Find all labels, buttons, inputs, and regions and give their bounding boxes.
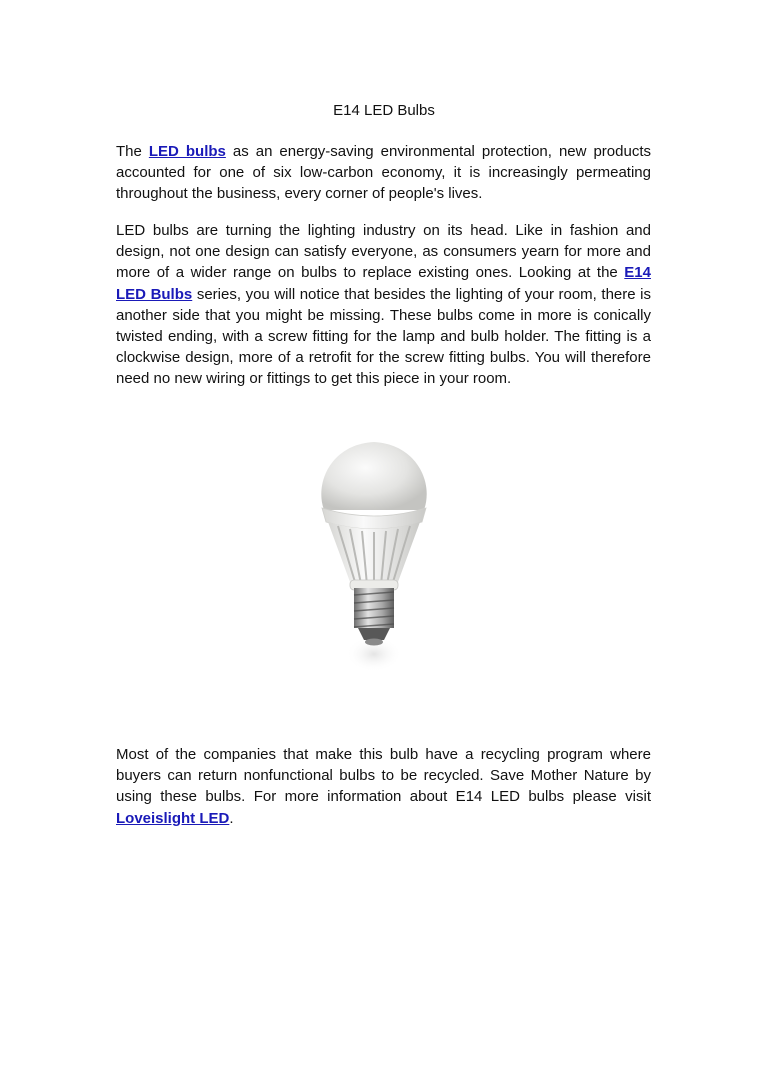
paragraph-description-text-start: LED bulbs are turning the lighting industry on its head. Like in fashion and design, not one design can satisfy everyone, as consumers yearn for more and more of a wider range on bulbs to replace existing ones. Looking at the xyxy=(116,222,651,282)
paragraph-description xyxy=(116,220,651,390)
paragraph-recycling-text-start: Most of the companies that make this bulb have a recycling program where buyers can return nonfunctional bulbs to be recycled. Save Mother Nature by using these bulbs. For more information about E14 LED bulbs please visit xyxy=(116,746,651,806)
document-title: E14 LED Bulbs xyxy=(333,102,435,119)
e14-led-bulbs-link[interactable]: E14 LED Bulbs xyxy=(116,264,651,303)
paragraph-description-text-end: series, you will notice that besides the lighting of your room, there is another side that you might be missing. These bulbs come in more is conically twisted ending, with a screw fitting for the lamp and bulb holder. The fitting is a clockwise design, more of a retrofit for the screw fitting bulbs. You will therefore need no new wiring or fittings to get this piece in your room. xyxy=(116,285,652,388)
led-bulb-image xyxy=(300,432,450,682)
paragraph-intro-text-end: as an energy-saving environmental protection, new products accounted for one of six low-carbon economy, it is increasingly permeating throughout the business, every corner of people's lives. xyxy=(116,143,651,203)
paragraph-recycling-text-end: . xyxy=(229,809,234,827)
paragraph-intro-text-start: The xyxy=(116,143,149,160)
paragraph-recycling xyxy=(116,744,651,829)
led-bulbs-link[interactable]: LED bulbs xyxy=(148,143,226,160)
paragraph-intro xyxy=(116,141,651,205)
loveislight-led-link[interactable]: Loveislight LED xyxy=(116,809,230,827)
